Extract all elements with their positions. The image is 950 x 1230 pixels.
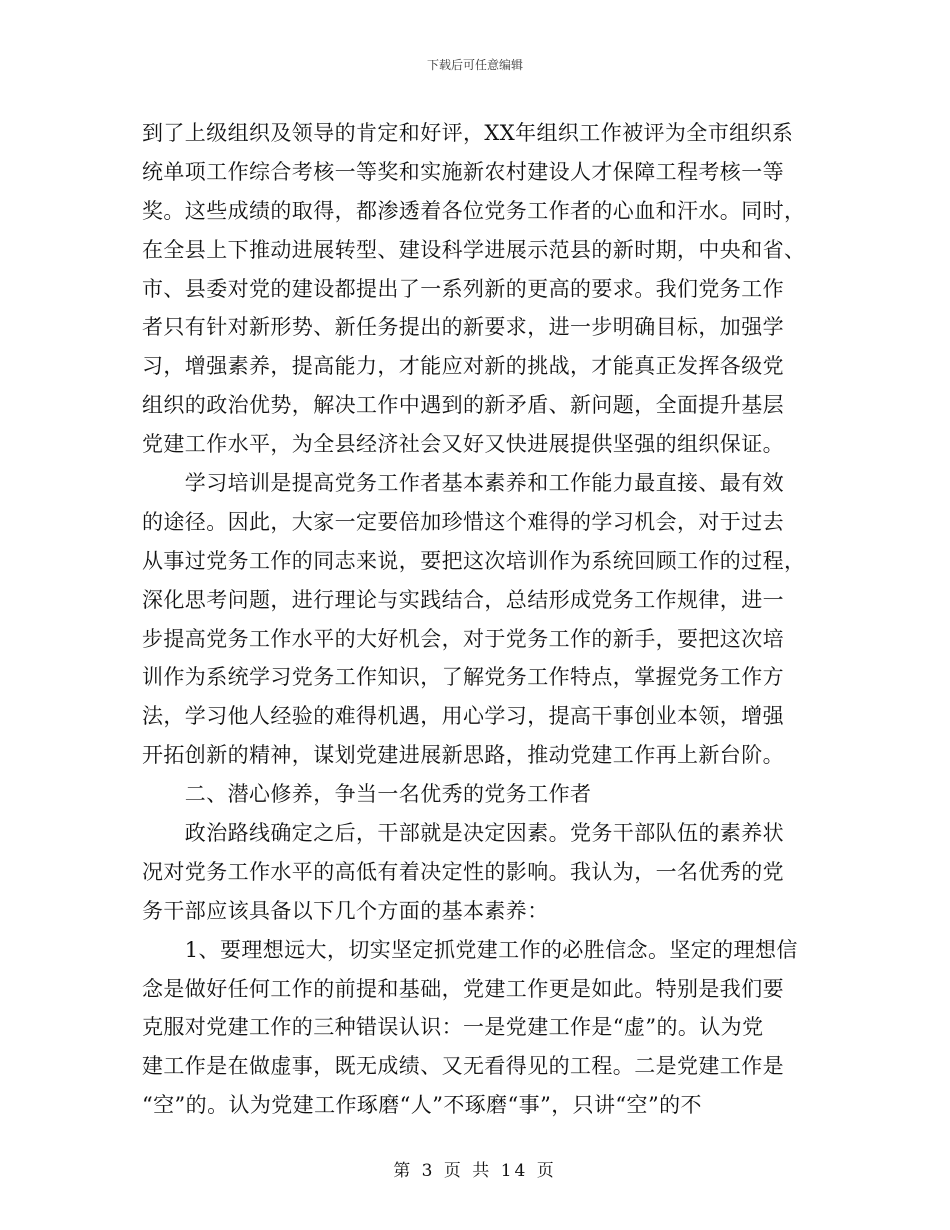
- text-line: 克服对党建工作的三种错误认识：一是党建工作是“虚”的。认为党: [142, 1015, 764, 1040]
- text-line: 建工作是在做虚事，既无成绩、又无看得见的工程。二是党建工作是: [142, 1054, 784, 1079]
- document-body: [142, 114, 814, 1125]
- text-line: 党建工作水平，为全县经济社会又好又快进展提供坚强的组织保证。: [142, 432, 784, 457]
- text-line: 市、县委对党的建设都提出了一系列新的更高的要求。我们党务工作: [142, 276, 784, 301]
- page-footer: 第 3 页 共 14 页: [393, 1161, 557, 1181]
- text-line: 习，增强素养，提高能力，才能应对新的挑战，才能真正发挥各级党: [142, 354, 784, 379]
- text-line: 到了上级组织及领导的肯定和好评，XX年组织工作被评为全市组织系: [142, 121, 794, 145]
- text-line: 组织的政治优势，解决工作中遇到的新矛盾、新问题，全面提升基层: [142, 393, 784, 418]
- text-line: 务干部应该具备以下几个方面的基本素养：: [142, 898, 549, 923]
- text-line: 法，学习他人经验的难得机遇，用心学习，提高干事创业本领，增强: [142, 704, 784, 729]
- text-line: 政治路线确定之后，干部就是决定因素。党务干部队伍的素养状: [142, 821, 784, 846]
- text-line: 二、潜心修养，争当一名优秀的党务工作者: [142, 782, 592, 807]
- text-line: 奖。这些成绩的取得，都渗透着各位党务工作者的心血和汗水。同时，: [142, 198, 806, 223]
- text-line: 训作为系统学习党务工作知识，了解党务工作特点，掌握党务工作方: [142, 665, 784, 690]
- text-line: 统单项工作综合考核一等奖和实施新农村建设人才保障工程考核一等: [142, 159, 784, 184]
- text-line: 步提高党务工作水平的大好机会，对于党务工作的新手，要把这次培: [142, 626, 784, 651]
- text-line: 开拓创新的精神，谋划党建进展新思路，推动党建工作再上新台阶。: [142, 743, 784, 768]
- text-line: 从事过党务工作的同志来说，要把这次培训作为系统回顾工作的过程，: [142, 548, 806, 573]
- text-line: 况对党务工作水平的高低有着决定性的影响。我认为，一名优秀的党: [142, 859, 784, 884]
- text-line: 在全县上下推动进展转型、建设科学进展示范县的新时期，中央和省、: [142, 237, 806, 262]
- page-header: 下载后可任意编辑: [426, 58, 523, 72]
- text-line: 深化思考问题，进行理论与实践结合，总结形成党务工作规律，进一: [142, 587, 784, 612]
- text-line: 念是做好任何工作的前提和基础，党建工作更是如此。特别是我们要: [142, 976, 784, 1001]
- text-line: 学习培训是提高党务工作者基本素养和工作能力最直接、最有效: [142, 471, 784, 496]
- text-line: 者只有针对新形势、新任务提出的新要求，进一步明确目标，加强学: [142, 315, 784, 340]
- text-line: 1、要理想远大，切实坚定抓党建工作的必胜信念。坚定的理想信: [142, 937, 798, 962]
- text-line: 的途径。因此，大家一定要倍加珍惜这个难得的学习机会，对于过去: [142, 509, 784, 534]
- text-line: “空”的。认为党建工作琢磨“人”不琢磨“事”，只讲“空”的不: [142, 1093, 702, 1118]
